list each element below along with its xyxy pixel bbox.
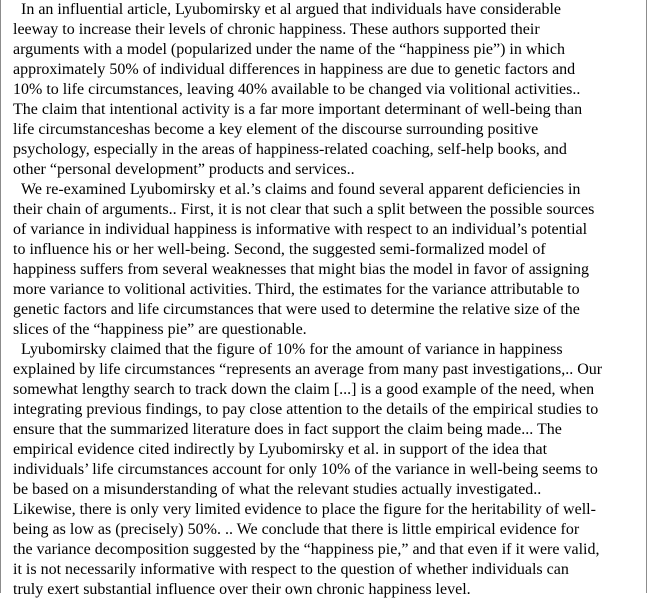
text-line: happiness suffers from several weaknesses that might bias the model in favor of assigning (13, 261, 590, 278)
paragraph-2 (5, 180, 639, 340)
text-line: ensure that the summarized literature does in fact support the claim being made... The (13, 421, 562, 438)
text-line: truly exert substantial influence over their own chronic happiness level. (13, 581, 471, 598)
text-line: more variance to volitional activities. Third, the estimates for the variance attributable to (13, 281, 580, 298)
text-line: the variance decomposition suggested by the “happiness pie,” and that even if it were valid, (13, 541, 600, 558)
text-line: approximately 50% of individual differences in happiness are due to genetic factors and (13, 61, 576, 78)
text-line: leeway to increase their levels of chronic happiness. These authors supported their (13, 21, 540, 38)
text-line: of variance in individual happiness is informative with respect to an individual’s potential (13, 221, 588, 238)
text-line: it is not necessarily informative with respect to the question of whether individuals can (13, 561, 569, 578)
paragraph-3 (5, 340, 639, 600)
text-line: integrating previous findings, to pay close attention to the details of the empirical studies to (13, 401, 599, 418)
text-line: to influence his or her well-being. Second, the suggested semi-formalized model of (13, 241, 546, 258)
paragraph-1 (5, 0, 639, 180)
text-line: explained by life circumstances “represents an average from many past investigations,.. Our (13, 361, 603, 378)
text-line: empirical evidence cited indirectly by Lyubomirsky et al. in support of the idea that (13, 441, 548, 458)
text-line: their chain of arguments.. First, it is not clear that such a split between the possible sources (13, 201, 595, 218)
text-line: being as low as (precisely) 50%. .. We conclude that there is little empirical evidence for (13, 521, 580, 538)
text-line: We re-examined Lyubomirsky et al.’s claims and found several apparent deficiencies in (21, 181, 581, 198)
text-line: genetic factors and life circumstances that were used to determine the relative size of the (13, 301, 580, 318)
text-line: somewhat lengthy search to track down the claim [...] is a good example of the need, when (13, 381, 595, 398)
text-line: Lyubomirsky claimed that the figure of 10% for the amount of variance in happiness (21, 341, 563, 358)
text-line: be based on a misunderstanding of what the relevant studies actually investigated.. (13, 481, 542, 498)
text-line: other “personal development” products and services.. (13, 161, 355, 178)
text-line: life circumstanceshas become a key element of the discourse surrounding positive (13, 121, 539, 138)
text-line: psychology, especially in the areas of happiness-related coaching, self-help books, and (13, 141, 567, 158)
text-line: slices of the “happiness pie” are questionable. (13, 321, 307, 338)
text-line: 10% to life circumstances, leaving 40% available to be changed via volitional activities.. (13, 81, 581, 98)
text-line: individuals’ life circumstances account for only 10% of the variance in well-being seems to (13, 461, 598, 478)
text-line: In an influential article, Lyubomirsky et al argued that individuals have considerable (21, 1, 561, 18)
text-line: arguments with a model (popularized under the name of the “happiness pie”) in which (13, 41, 565, 58)
text-line: Likewise, there is only very limited evidence to place the figure for the heritability of well- (13, 501, 596, 518)
text-line: The claim that intentional activity is a far more important determinant of well-being than (13, 101, 583, 118)
